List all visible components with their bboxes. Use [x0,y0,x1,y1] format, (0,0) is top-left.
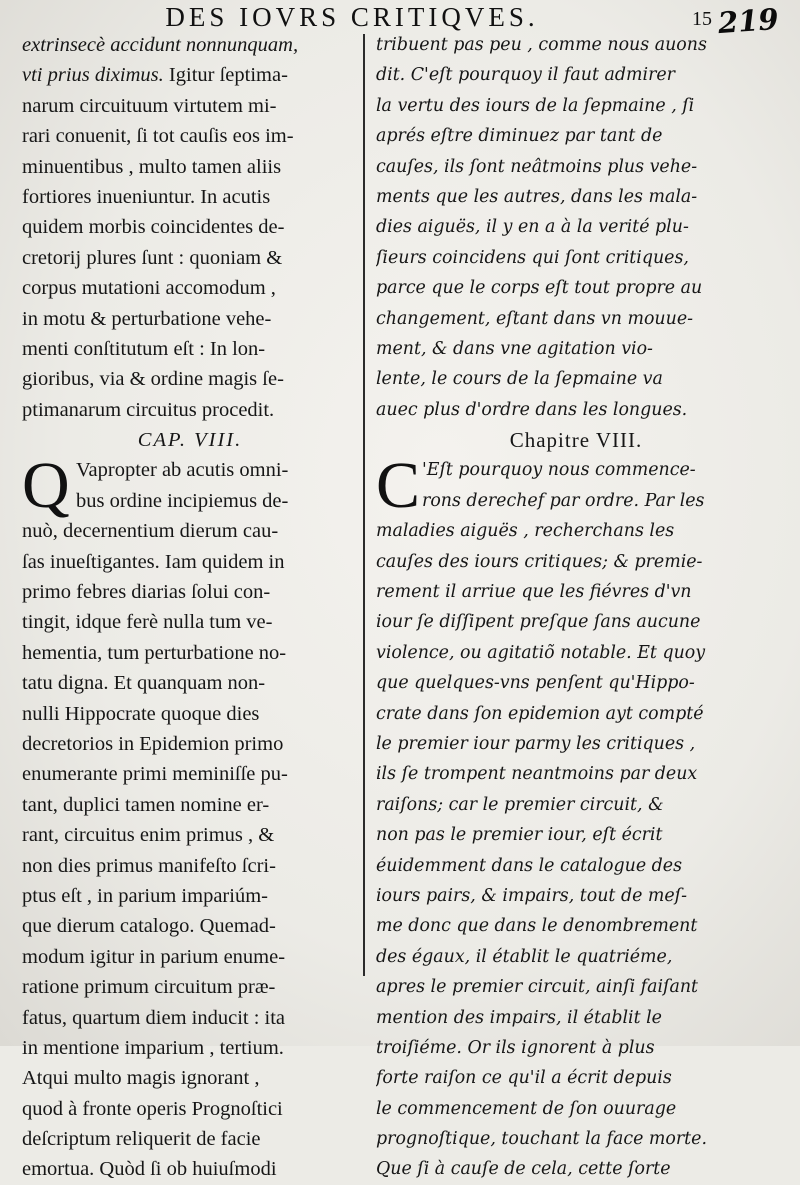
latin-text-line: emortua. Quòd ſi ob huiuſmodi [22,1158,277,1181]
french-text-line: le premier iour parmy les critiques , [376,733,696,754]
latin-text-line: ptus eſt , in parium impariúm- [22,884,268,907]
french-text-line: forte raiſon ce qu'il a écrit depuis [376,1068,672,1089]
latin-text-line: minuentibus , multo tamen aliis [22,155,282,178]
french-text-line: cauſes des iours critiques; & premie- [376,551,703,572]
latin-text-line: primo febres diarias ſolui con- [22,581,271,604]
latin-text-line: fortiores inueniuntur. In acutis [22,185,271,208]
printed-page-number: 15 [692,8,712,30]
french-text-line: éuidemment dans le catalogue des [376,855,683,876]
french-text-line: Que ſi à cauſe de cela, cette ſorte [376,1159,671,1180]
latin-column [22,30,358,1185]
latin-text-line: in motu & perturbatione vehe- [22,307,272,330]
french-dropcap-paragraph [376,449,776,523]
latin-text-line: rant, circuitus enim primus , & [22,824,275,847]
french-dropcap: C [376,449,421,523]
french-text-line: mention des impairs, il établit le [376,1007,662,1028]
latin-text-line: corpus mutationi accomodum , [22,277,276,300]
latin-text-line: ſas inueſtigantes. Iam quidem in [22,550,285,573]
french-text-line: maladies aiguës , recherchans les [376,521,675,542]
latin-text-line: menti conſtitutum eſt : In lon- [22,337,266,360]
latin-text-line: nulli Hippocrate quoque dies [22,702,260,725]
latin-text-line: decretorios in Epidemion primo [22,732,284,755]
column-divider [363,34,365,976]
latin-text-line: modum igitur in parium enume- [22,945,286,968]
french-text-line: troiſiéme. Or ils ignorent à plus [376,1037,655,1058]
french-text-line: ments que les autres, dans les mala- [376,186,698,207]
latin-text-line: tatu digna. Et quanquam non- [22,672,266,695]
french-chapter-heading: Chapitre VIII. [509,428,643,453]
latin-text-line: ptimanarum circuitus procedit. [22,398,275,421]
french-text-line: iours pairs, & impairs, tout de meſ- [376,885,687,906]
latin-dropcap: Q [22,449,70,523]
latin-dropcap-paragraph [22,449,358,523]
latin-chapter-heading: CAP. VIII. [137,429,243,452]
latin-text-line: ratione primum circuitum præ- [22,976,276,999]
french-text-line: crate dans ſon epidemion ayt compté [376,703,704,724]
french-column [376,30,776,1185]
latin-text-before-heading [22,30,358,425]
latin-text-line: hementia, tum perturbatione no- [22,641,287,664]
french-text-line: tribuent pas peu , comme nous auons [376,35,707,55]
latin-text-line: deſcriptum reliquerit de facie [22,1128,261,1151]
french-text-line: aprés eſtre diminuez par tant de [376,126,663,147]
french-text-line: apres le premier circuit, ainſi faiſant [376,977,699,998]
latin-text-line: non dies primus manifeſto ſcri- [22,854,276,877]
french-text-line: des égaux, il établit le quatriéme, [376,946,673,967]
french-text-before-heading [376,30,776,425]
french-text-line: iour ſe diſſipent preſque ſans aucune [376,612,701,633]
french-text-line: cauſes, ils ſont neâtmoins plus vehe- [376,156,698,177]
french-text-line: me donc que dans le denombrement [376,916,698,937]
french-text-line: ils ſe trompent neantmoins par deux [376,764,698,785]
french-text-line: ſieurs coincidens qui ſont critiques, [376,247,689,268]
running-head: DES IOVRS CRITIQVES. [165,2,539,32]
french-text-line: dit. C'eſt pourquoy il faut admirer [376,65,675,86]
french-text-line: raiſons; car le premier circuit, & [376,794,664,815]
french-text-line: rement il arriue que les fiévres d'vn [376,582,692,603]
latin-text-line: in mentione imparium , tertium. [22,1036,284,1059]
latin-text-line: nuò, decernentium dierum cau- [22,520,279,543]
french-text-line: la vertu des iours de la ſepmaine , ſi [376,95,695,116]
latin-text-line: Vapropter ab acutis omni- [76,459,289,482]
latin-text-line: quod à fronte operis Prognoſtici [22,1097,283,1120]
latin-text-line: cretorij plures ſunt : quoniam & [22,246,283,269]
french-text-line: auec plus d'ordre dans les longues. [376,399,688,420]
french-text-line: 'Eſt pourquoy nous commence- [422,460,696,481]
french-text-line: parce que le corps eſt tout propre au [376,278,703,299]
latin-text-line: vti prius diximus. Igitur ſeptima- [22,64,288,87]
french-text-line: prognoſtique, touchant la face morte. [376,1129,707,1150]
french-text-line: le commencement de ſon ouurage [376,1098,677,1119]
latin-text-line: enumerante primi meminiſſe pu- [22,763,288,786]
latin-text-line: tingit, idque ferè nulla tum ve- [22,611,273,634]
french-text-line: non pas le premier iour, eſt écrit [376,825,663,846]
latin-text-line: gioribus, via & ordine magis ſe- [22,368,284,391]
french-text-line: violence, ou agitatiõ notable. Et quoy [376,642,706,663]
latin-text-line: tant, duplici tamen nomine er- [22,793,270,816]
french-text-line: rons derechef par ordre. Par les [422,490,705,511]
latin-text-after-heading [22,516,358,1185]
french-text-after-heading [376,516,776,1185]
latin-text-line: rari conuenit, ſi tot cauſis eos im- [22,125,294,148]
french-text-line: dies aiguës, il y en a à la verité plu- [376,217,689,238]
latin-text-line: narum circuituum virtutem mi- [22,94,277,117]
french-text-line: lente, le cours de la ſepmaine va [376,369,663,390]
french-text-line: ment, & dans vne agitation vio- [376,338,653,359]
latin-text-line: bus ordine incipiemus de- [76,489,289,512]
latin-text-line: extrinsecè accidunt nonnunquam, [22,34,299,56]
latin-text-line: que dierum catalogo. Quemad- [22,915,276,938]
latin-text-line: Atqui multo magis ignorant , [22,1067,260,1090]
latin-text-line: quidem morbis coincidentes de- [22,216,285,239]
french-text-line: changement, eſtant dans vn mouue- [376,308,693,329]
french-text-line: que quelques-vns penſent qu'Hippo- [376,673,695,694]
latin-text-line: fatus, quartum diem inducit : ita [22,1006,286,1029]
handwritten-page-number: 219 [716,1,780,41]
